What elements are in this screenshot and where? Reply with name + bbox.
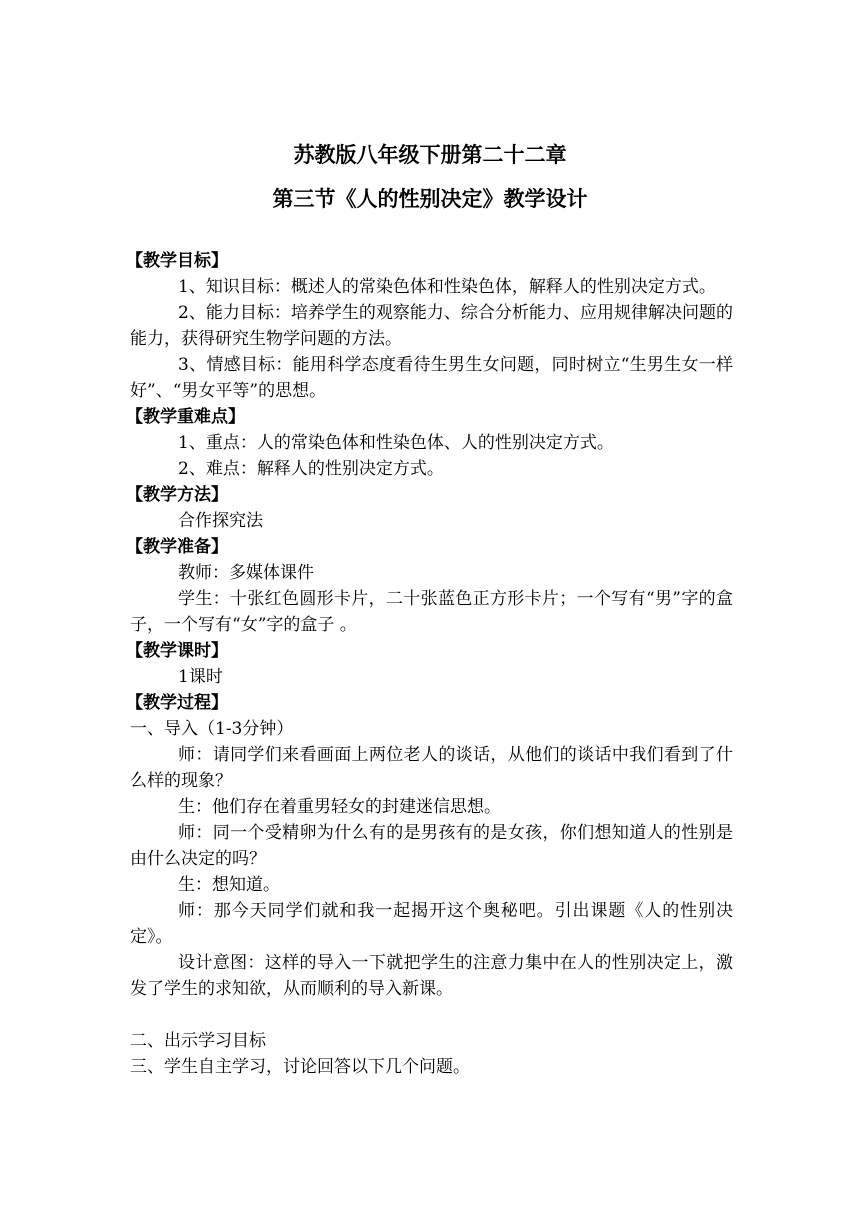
section-heading-preparation: 【教学准备】: [126, 537, 228, 557]
dialogue-line: 生：他们存在着重男轻女的封建迷信思想。: [178, 797, 501, 817]
section-heading-process: 【教学过程】: [126, 693, 228, 713]
dialogue-line: 师：请同学们来看画面上两位老人的谈话，从他们的谈话中我们看到了什么样的现象？: [130, 745, 733, 791]
process-part2-title: 二、出示学习目标: [130, 1031, 266, 1051]
spacer: [130, 1002, 733, 1028]
method-text: 合作探究法: [178, 511, 263, 531]
document-subtitle: 第三节《人的性别决定》教学设计: [272, 187, 588, 211]
section-heading-hours: 【教学课时】: [126, 641, 228, 661]
section-heading-method: 【教学方法】: [126, 485, 228, 505]
section-heading-goals: 【教学目标】: [126, 251, 228, 271]
key-point-item: 1、重点：人的常染色体和性染色体、人的性别决定方式。: [178, 433, 614, 453]
goal-item: 2、能力目标：培养学生的观察能力、综合分析能力、应用规律解决问题的能力，获得研究生物学问题的方法。: [130, 303, 733, 349]
goal-item: 1、知识目标：概述人的常染色体和性染色体，解释人的性别决定方式。: [178, 277, 716, 297]
key-point-item: 2、难点：解释人的性别决定方式。: [178, 459, 444, 479]
document-title: 苏教版八年级下册第二十二章: [293, 143, 567, 167]
dialogue-line: 师：那今天同学们就和我一起揭开这个奥秘吧。引出课题《人的性别决定》。: [130, 901, 733, 947]
process-part1-title: 一、导入（1-3分钟）: [130, 719, 294, 739]
hours-text: 1课时: [178, 667, 223, 687]
dialogue-line: 师：同一个受精卵为什么有的是男孩有的是女孩，你们想知道人的性别是由什么决定的吗？: [130, 823, 733, 869]
section-heading-key-points: 【教学重难点】: [126, 407, 245, 427]
design-intent: 设计意图：这样的导入一下就把学生的注意力集中在人的性别决定上，激发了学生的求知欲，从而顺利的导入新课。: [130, 953, 733, 999]
goal-item: 3、情感目标：能用科学态度看待生男生女问题，同时树立“生男生女一样好”、“男女平等”的思想。: [130, 355, 733, 401]
process-part3-title: 三、学生自主学习，讨论回答以下几个问题。: [130, 1057, 470, 1077]
preparation-student: 学生：十张红色圆形卡片，二十张蓝色正方形卡片；一个写有“男”字的盒子，一个写有“女”字的盒子 。: [130, 589, 733, 635]
preparation-teacher: 教师：多媒体课件: [178, 563, 314, 583]
document-body: [126, 248, 733, 1080]
dialogue-line: 生：想知道。: [178, 875, 280, 895]
